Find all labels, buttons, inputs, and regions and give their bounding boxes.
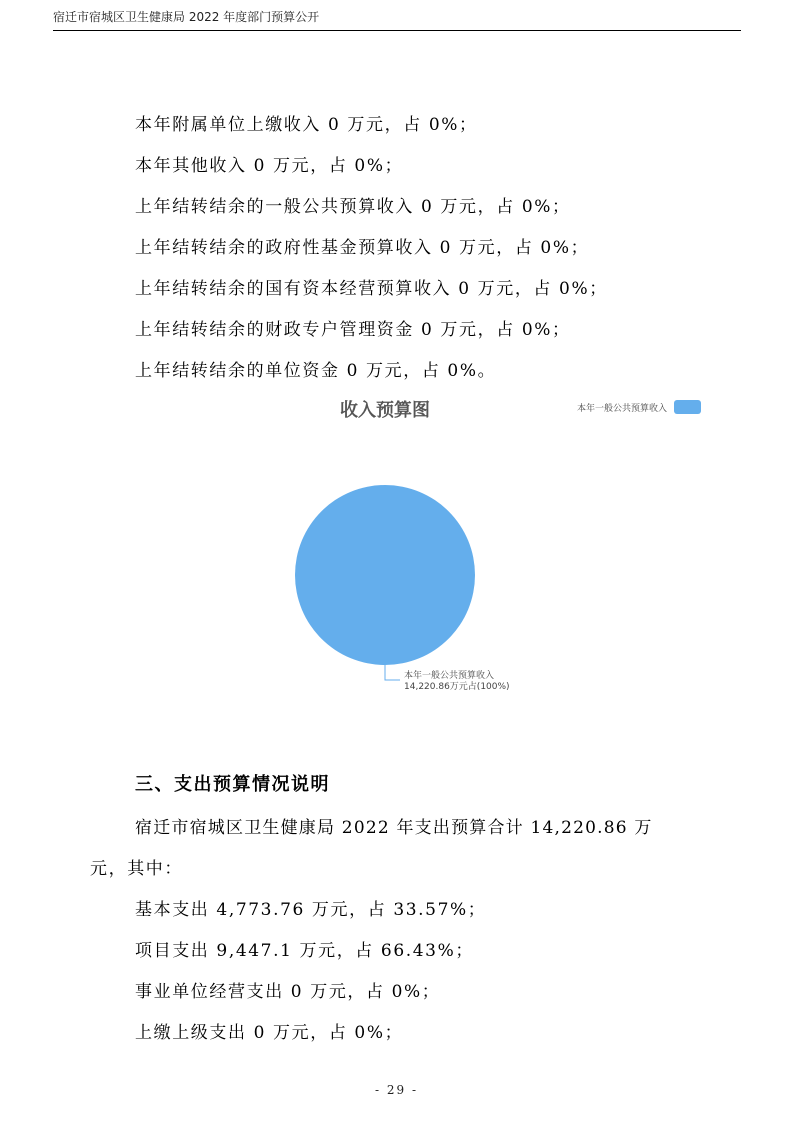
expenditure-item: 基本支出 4,773.76 万元，占 33.57%； xyxy=(135,900,487,920)
slice-label-value: 14,220.86万元占(100%) xyxy=(404,682,510,692)
pie-slice xyxy=(295,485,475,665)
income-line: 本年其他收入 0 万元，占 0%； xyxy=(135,156,404,176)
slice-label-leader xyxy=(385,665,400,680)
section-heading: 三、支出预算情况说明 xyxy=(135,774,330,795)
income-line: 上年结转结余的政府性基金预算收入 0 万元，占 0%； xyxy=(135,238,590,258)
slice-label-name: 本年一般公共预算收入 xyxy=(404,671,495,681)
income-line: 上年结转结余的财政专户管理资金 0 万元，占 0%； xyxy=(135,320,571,340)
expenditure-item: 事业单位经营支出 0 万元，占 0%； xyxy=(135,982,441,1002)
page-header: 宿迁市宿城区卫生健康局 2022 年度部门预算公开 xyxy=(53,10,320,24)
expenditure-item: 项目支出 9,447.1 万元，占 66.43%； xyxy=(135,941,474,961)
legend-swatch xyxy=(674,400,701,414)
legend-label: 本年一般公共预算收入 xyxy=(576,404,667,414)
expenditure-item: 上缴上级支出 0 万元，占 0%； xyxy=(135,1023,404,1043)
pie-slices xyxy=(295,485,475,665)
page-number: - 29 - xyxy=(374,1083,418,1097)
header-rule xyxy=(53,30,741,31)
income-pie-chart xyxy=(260,392,720,702)
chart-title: 收入预算图 xyxy=(340,400,430,421)
income-line: 上年结转结余的一般公共预算收入 0 万元，占 0%； xyxy=(135,197,571,217)
expenditure-summary-line2: 元，其中： xyxy=(90,859,183,879)
income-line: 上年结转结余的国有资本经营预算收入 0 万元，占 0%； xyxy=(135,279,608,299)
income-line: 上年结转结余的单位资金 0 万元，占 0%。 xyxy=(135,361,497,381)
expenditure-summary-line1: 宿迁市宿城区卫生健康局 2022 年支出预算合计 14,220.86 万 xyxy=(135,818,653,838)
income-line: 本年附属单位上缴收入 0 万元，占 0%； xyxy=(135,115,478,135)
